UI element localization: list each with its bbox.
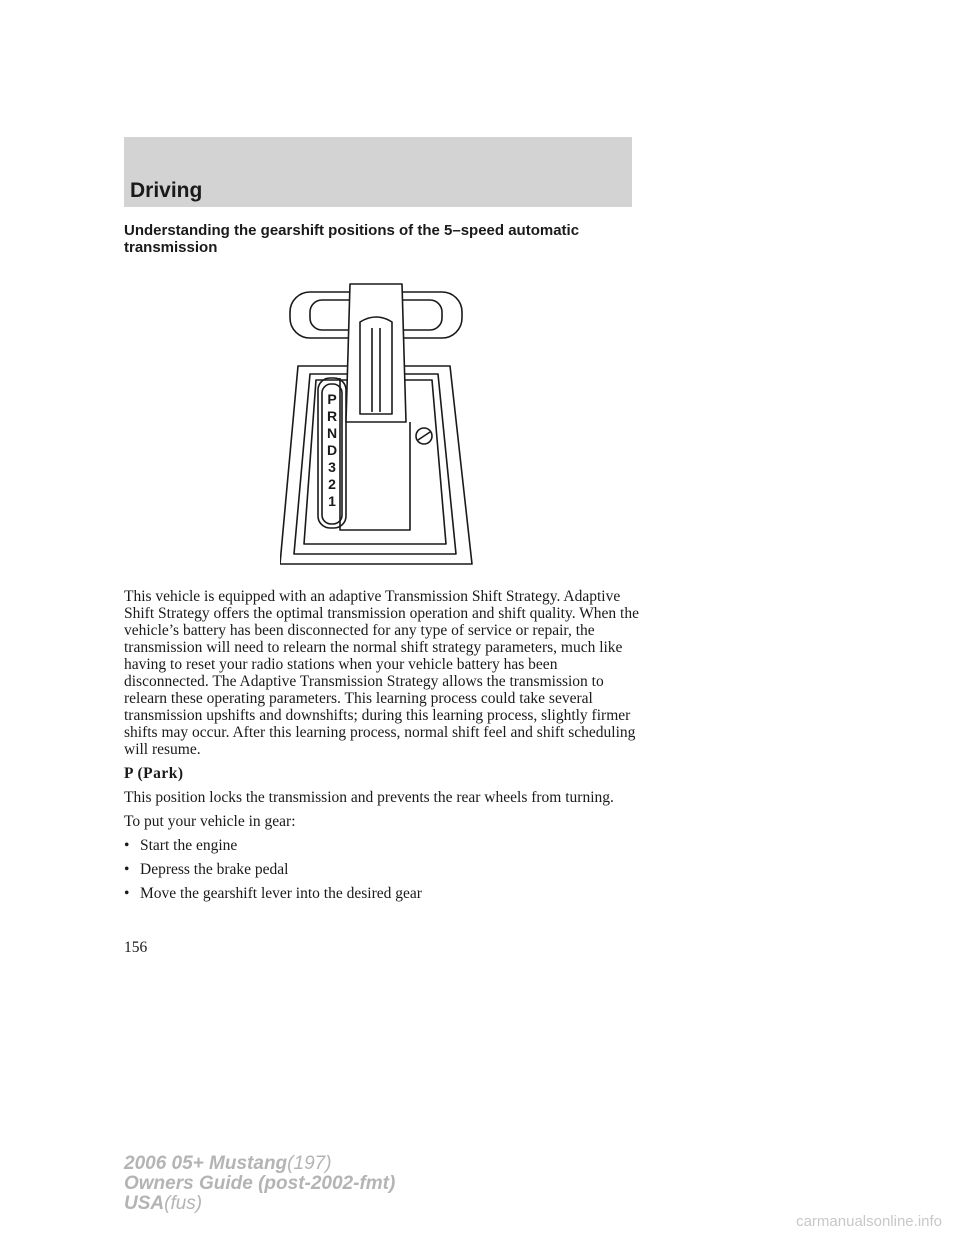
bullet-icon: • (124, 885, 130, 902)
gear-position-label: 2 (328, 476, 336, 492)
intro-paragraph: This vehicle is equipped with an adaptive Transmission Shift Strategy. Adaptive Shift Strategy offers the optimal transmission operation and shift quality. When the vehicle’s battery has been disconnected for any type of service or repair, the transmission will need to relearn the normal shift strategy parameters, much like having to reset your radio stations when your vehicle battery has been disconnected. The Adaptive Transmission Strategy allows the transmission to relearn these operating parameters. This learning process could take several transmission upshifts and downshifts; during this learning process, slightly firmer shifts may occur. After this learning process, normal shift feel and shift scheduling will resume. (124, 588, 639, 758)
list-item (124, 885, 644, 902)
gear-position-label: 1 (328, 493, 336, 509)
park-paragraph: This position locks the transmission and prevents the rear wheels from turning. (124, 789, 614, 806)
gearshift-illustration (280, 282, 480, 572)
gear-position-label: R (326, 408, 338, 424)
footer-model-code: (197) (287, 1153, 332, 1174)
gear-position-label: 3 (328, 459, 336, 475)
list-item (124, 861, 644, 878)
gear-position-label: N (326, 425, 338, 441)
step-text: Move the gearshift lever into the desired gear (140, 885, 422, 902)
body-text (124, 588, 644, 909)
section-title: Driving (130, 179, 203, 202)
step-text: Depress the brake pedal (140, 861, 289, 878)
document-footer (124, 1154, 395, 1214)
park-heading: P (Park) (124, 765, 184, 782)
gear-intro: To put your vehicle in gear: (124, 813, 296, 830)
footer-market-code: (fus) (164, 1193, 203, 1214)
section-header-band (124, 137, 632, 207)
page-heading: Understanding the gearshift positions of the 5–speed automatic transmission (124, 222, 580, 256)
footer-market: USA (124, 1193, 165, 1214)
bullet-icon: • (124, 837, 130, 854)
gear-position-label: P (327, 391, 337, 407)
gearshift-diagram (280, 282, 480, 572)
page-number: 156 (124, 939, 148, 956)
lever-stem (346, 284, 406, 422)
footer-guide: Owners Guide (post-2002-fmt) (124, 1173, 396, 1194)
gear-position-label: D (326, 442, 338, 458)
watermark: carmanualsonline.info (796, 1213, 942, 1230)
bullet-icon: • (124, 861, 130, 878)
step-text: Start the engine (140, 837, 238, 854)
footer-model: 2006 05+ Mustang (124, 1153, 288, 1174)
list-item (124, 837, 644, 854)
